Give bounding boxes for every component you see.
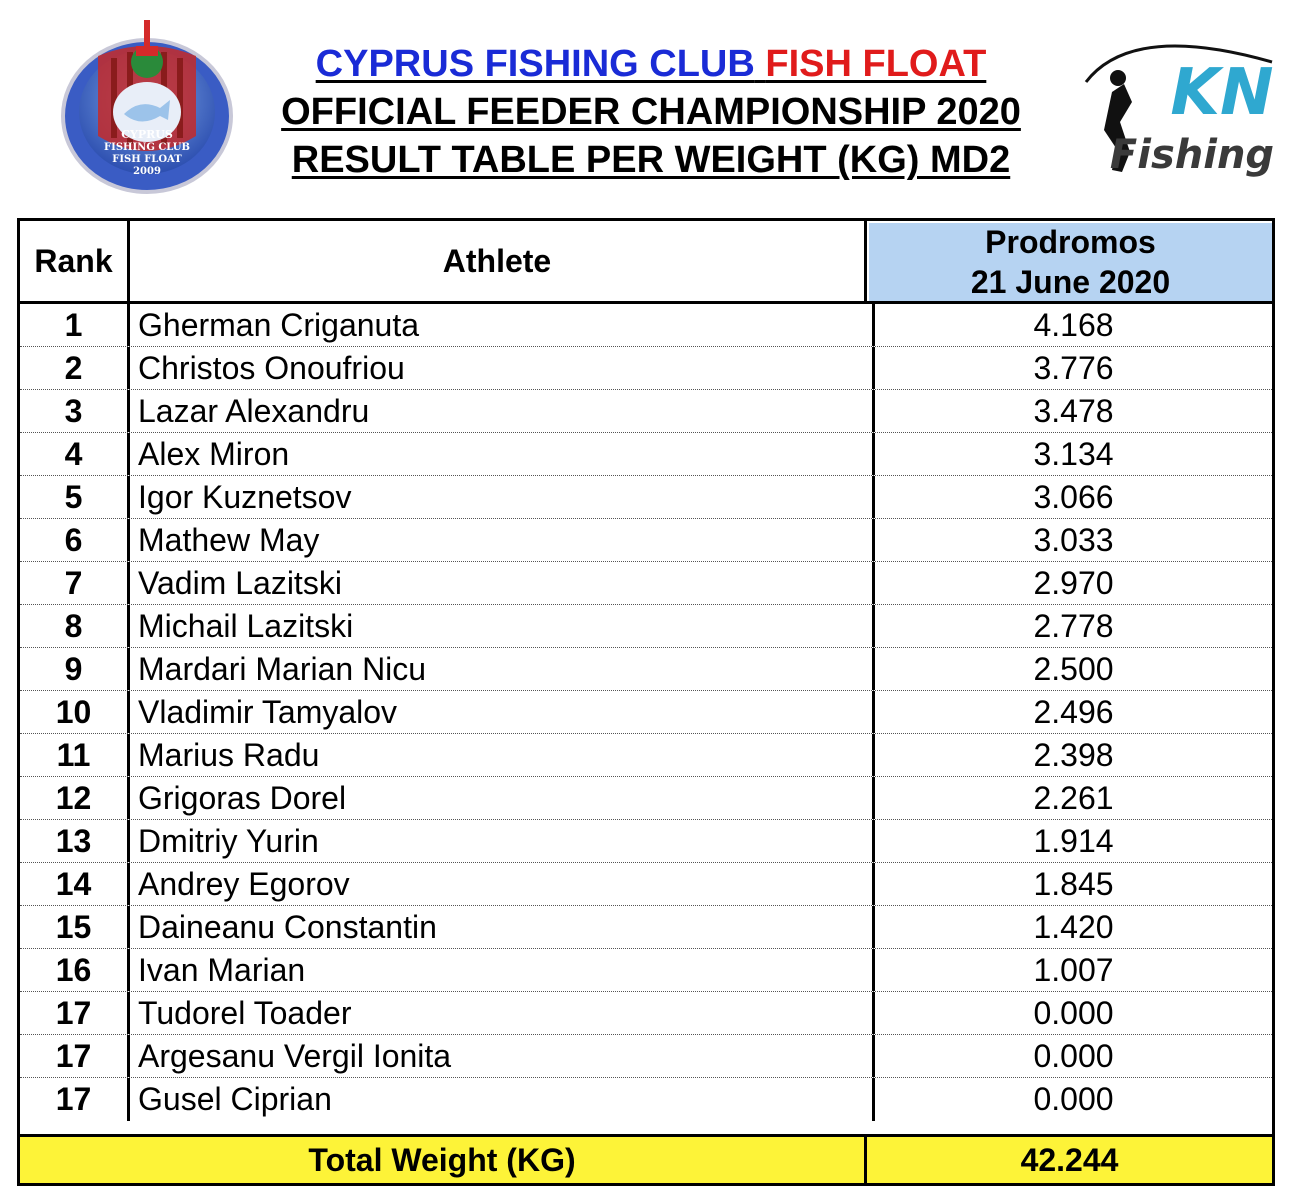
athlete-cell: Daineanu Constantin [130,906,875,948]
weight-cell: 2.970 [1033,564,1114,601]
logo-text-cyprus: CYPRUS [121,128,173,141]
table-row [20,949,1272,992]
title-line-1 [236,40,1066,88]
logo-text-fishing-club: FISHING CLUB [104,142,190,153]
rank-cell: 11 [20,734,130,776]
athlete-cell: Andrey Egorov [130,863,875,905]
athlete-cell: Mathew May [130,519,875,561]
rank-cell: 17 [20,1078,130,1121]
rank-cell: 17 [20,1035,130,1077]
logo-text-fish-float: FISH FLOAT [112,154,182,165]
athlete-cell: Gusel Ciprian [130,1078,875,1121]
athlete-cell: Christos Onoufriou [130,347,875,389]
rank-cell: 10 [20,691,130,733]
rank-cell: 1 [20,304,130,346]
rank-cell: 17 [20,992,130,1034]
weight-cell: 1.420 [1033,908,1114,945]
table-row [20,304,1272,347]
athlete-cell: Tudorel Toader [130,992,875,1034]
table-row [20,347,1272,390]
table-row [20,433,1272,476]
header-weight-date: 21 June 2020 [970,264,1171,300]
weight-cell: 1.914 [1033,822,1114,859]
athlete-cell: Argesanu Vergil Ionita [130,1035,875,1077]
header-athlete: Athlete [130,221,867,301]
athlete-cell: Mardari Marian Nicu [130,648,875,690]
table-row [20,992,1272,1035]
weight-cell: 2.261 [1033,779,1114,816]
rank-cell: 9 [20,648,130,690]
rank-cell: 7 [20,562,130,604]
weight-cell: 0.000 [1033,1081,1114,1117]
logo-text-year: 2009 [133,166,161,177]
logo-text-kn: KN [1170,56,1274,130]
athlete-cell: Gherman Criganuta [130,304,875,346]
athlete-cell: Marius Radu [130,734,875,776]
rank-cell: 2 [20,347,130,389]
table-row [20,1078,1272,1121]
table-row [20,906,1272,949]
athlete-cell: Michail Lazitski [130,605,875,647]
rank-cell: 16 [20,949,130,991]
table-row [20,777,1272,820]
rank-cell: 15 [20,906,130,948]
weight-cell: 1.007 [1033,951,1114,988]
logo-text-fishing: Fishing [1109,132,1275,178]
table-row [20,648,1272,691]
club-subtitle: FISH FLOAT [765,43,987,85]
table-row [20,476,1272,519]
rank-cell: 4 [20,433,130,475]
weight-cell: 2.500 [1033,650,1114,687]
results-table [17,218,1275,1186]
athlete-cell: Ivan Marian [130,949,875,991]
athlete-cell: Igor Kuznetsov [130,476,875,518]
weight-cell: 1.845 [1033,865,1114,902]
rank-cell: 5 [20,476,130,518]
table-row [20,605,1272,648]
athlete-cell: Alex Miron [130,433,875,475]
club-name: CYPRUS FISHING CLUB [315,43,755,85]
header-weight [869,223,1272,301]
weight-cell: 3.776 [1033,349,1114,386]
weight-cell: 0.000 [1033,994,1114,1031]
rank-cell: 6 [20,519,130,561]
weight-cell: 3.134 [1033,435,1114,472]
rank-cell: 12 [20,777,130,819]
table-row [20,562,1272,605]
athlete-cell: Lazar Alexandru [130,390,875,432]
table-row [20,1035,1272,1078]
total-value: 42.244 [1020,1141,1119,1178]
table-row [20,863,1272,906]
table-body [20,304,1272,1121]
athlete-cell: Vadim Lazitski [130,562,875,604]
table-row [20,820,1272,863]
weight-cell: 2.496 [1033,693,1114,730]
kn-fishing-logo [1072,22,1282,192]
table-row [20,519,1272,562]
page-title [236,40,1066,184]
title-line-3: RESULT TABLE PER WEIGHT (KG) MD2 [291,139,1011,181]
title-line-2: OFFICIAL FEEDER CHAMPIONSHIP 2020 [281,91,1021,133]
weight-cell: 3.066 [1033,478,1114,515]
total-row [20,1134,1272,1183]
weight-cell: 3.478 [1033,392,1114,429]
athlete-cell: Grigoras Dorel [130,777,875,819]
weight-cell: 2.398 [1033,736,1114,773]
rank-cell: 13 [20,820,130,862]
table-row [20,390,1272,433]
rank-cell: 3 [20,390,130,432]
header-weight-venue: Prodromos [985,224,1156,260]
total-label: Total Weight (KG) [20,1137,867,1183]
table-row [20,734,1272,777]
weight-cell: 4.168 [1033,306,1114,343]
table-header-row [20,221,1272,304]
athlete-cell: Dmitriy Yurin [130,820,875,862]
athlete-cell: Vladimir Tamyalov [130,691,875,733]
weight-cell: 2.778 [1033,607,1114,644]
cyprus-fishing-club-logo [58,16,236,196]
rank-cell: 14 [20,863,130,905]
weight-cell: 0.000 [1033,1037,1114,1074]
header-rank: Rank [20,221,130,301]
table-row [20,691,1272,734]
weight-cell: 3.033 [1033,521,1114,558]
rank-cell: 8 [20,605,130,647]
